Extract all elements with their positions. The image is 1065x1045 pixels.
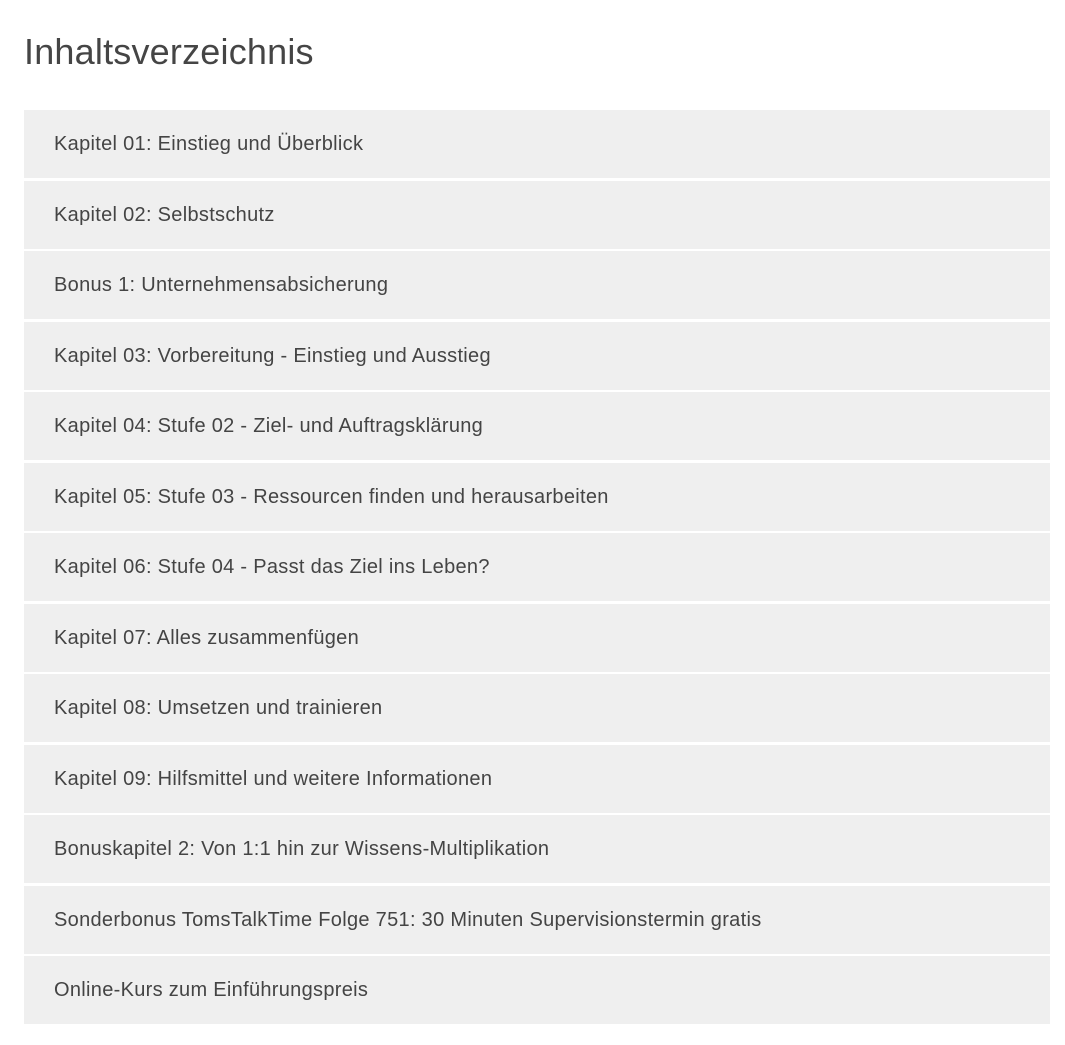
toc-item-kapitel-09[interactable]: [24, 745, 1050, 813]
toc-item-label: Bonuskapitel 2: Von 1:1 hin zur Wissens-Multiplikation: [54, 837, 550, 860]
toc-item-label: Kapitel 09: Hilfsmittel und weitere Informationen: [54, 767, 493, 790]
toc-item-bonus-1[interactable]: [24, 251, 1050, 319]
toc-item-sonderbonus[interactable]: [24, 886, 1050, 954]
toc-item-label: Kapitel 04: Stufe 02 - Ziel- und Auftragsklärung: [54, 414, 484, 437]
toc-item-label: Kapitel 05: Stufe 03 - Ressourcen finden und herausarbeiten: [54, 485, 609, 508]
toc-item-online-kurs[interactable]: [24, 956, 1050, 1024]
toc-item-label: Kapitel 01: Einstieg und Überblick: [54, 132, 364, 155]
toc-item-kapitel-03[interactable]: [24, 322, 1050, 390]
table-of-contents: [24, 0, 1050, 1001]
toc-item-label: Bonus 1: Unternehmensabsicherung: [54, 273, 389, 296]
toc-item-kapitel-01[interactable]: [24, 110, 1050, 178]
toc-item-kapitel-04[interactable]: [24, 392, 1050, 460]
toc-item-kapitel-07[interactable]: [24, 604, 1050, 672]
toc-item-kapitel-06[interactable]: [24, 533, 1050, 601]
toc-item-bonuskapitel-2[interactable]: [24, 815, 1050, 883]
toc-item-label: Kapitel 03: Vorbereitung - Einstieg und Ausstieg: [54, 344, 491, 367]
toc-item-kapitel-02[interactable]: [24, 181, 1050, 249]
toc-item-label: Kapitel 02: Selbstschutz: [54, 203, 275, 226]
toc-item-kapitel-08[interactable]: [24, 674, 1050, 742]
toc-item-kapitel-05[interactable]: [24, 463, 1050, 531]
toc-item-label: Online-Kurs zum Einführungspreis: [54, 978, 369, 1001]
toc-item-label: Kapitel 08: Umsetzen und trainieren: [54, 696, 383, 719]
toc-item-label: Kapitel 07: Alles zusammenfügen: [54, 626, 360, 649]
page-title: Inhaltsverzeichnis: [24, 31, 314, 72]
toc-item-label: Kapitel 06: Stufe 04 - Passt das Ziel ins Leben?: [54, 555, 490, 578]
toc-item-label: Sonderbonus TomsTalkTime Folge 751: 30 Minuten Supervisionstermin gratis: [54, 908, 762, 931]
